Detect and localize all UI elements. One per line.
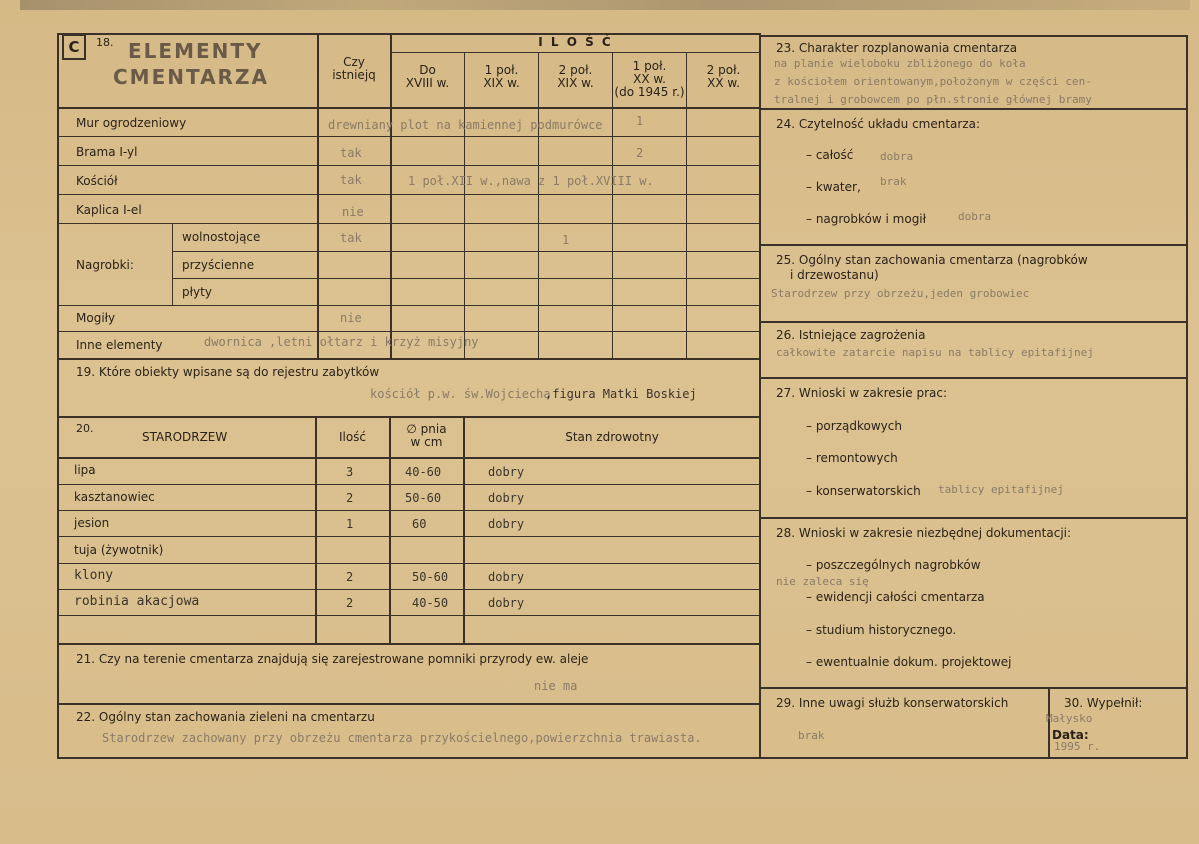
tree-ilosc: 1: [346, 517, 354, 531]
col-period-2: 1 poł. XIX w.: [483, 63, 520, 90]
q30-label: 30. Wypełnił:: [1064, 696, 1143, 710]
q27-item: – porządkowych: [806, 419, 902, 433]
q22-label: 22. Ogólny stan zachowania zieleni na cmentarzu: [76, 710, 375, 724]
row-label-mogily: Mogiły: [76, 311, 116, 325]
rule: [761, 687, 1188, 689]
rule: [463, 416, 465, 644]
q20-col-pnia: ∅ pnia w cm: [406, 422, 447, 449]
tree-pnia: 60: [412, 517, 427, 531]
rule: [57, 757, 761, 759]
q24-label: 24. Czytelność układu cmentarza:: [776, 117, 981, 131]
tree-name: klony: [74, 568, 114, 583]
q19-value-b: ,figura Matki Boskiej: [545, 387, 697, 401]
tree-stan: dobry: [488, 570, 525, 584]
q28-item: – ewentualnie dokum. projektowej: [806, 655, 1012, 669]
rule: [57, 484, 760, 485]
wolnostojace-qty: 1: [562, 233, 570, 247]
form-title-line2: CMENTARZA: [113, 65, 269, 89]
q22-value: Starodrzew zachowany przy obrzeżu cmentarza przykościelnego,powierzchnia trawiasta.: [102, 731, 702, 745]
nagrobki-plyty: płyty: [182, 285, 212, 299]
rule: [57, 589, 760, 590]
rule: [57, 33, 59, 758]
tree-ilosc: 2: [346, 596, 354, 610]
q23-line: z kościołem orientowanym,położonym w części cen-: [774, 75, 1092, 88]
rule: [761, 321, 1188, 323]
col-period-5: 2 poł. XX w.: [706, 63, 741, 90]
brama-qty: 2: [636, 146, 644, 160]
rule: [761, 757, 1188, 759]
row-label-brama: Brama I-yl: [76, 145, 138, 159]
q24-item-label: – kwater,: [806, 180, 861, 194]
tree-name: jesion: [74, 516, 110, 530]
rule: [761, 35, 1188, 37]
section-letter-box: C: [62, 34, 86, 60]
tree-pnia: 50-60: [405, 491, 442, 505]
kaplica-value: nie: [342, 205, 364, 219]
rule: [761, 244, 1188, 246]
tree-stan: dobry: [488, 491, 525, 505]
q25-value: Starodrzew przy obrzeżu,jeden grobowiec: [771, 287, 1030, 300]
row-label-nagrobki: Nagrobki:: [76, 258, 134, 272]
q25-label-1: 25. Ogólny stan zachowania cmentarza (nagrobków: [776, 253, 1088, 267]
row-label-kosciol: Kościół: [76, 174, 118, 188]
q23-line: tralnej i grobowcem po płn.stronie głównej bramy: [774, 93, 1092, 106]
col-period-3: 2 poł. XIX w.: [557, 63, 594, 90]
q21-label: 21. Czy na terenie cmentarza znajdują się zarejestrowane pomniki przyrody ew. aleje: [76, 652, 589, 666]
tree-name: lipa: [74, 463, 96, 477]
rule: [57, 563, 760, 564]
tree-ilosc: 3: [346, 465, 354, 479]
rule: [1186, 35, 1188, 759]
q23-line: na planie wieloboku zbliżonego do koła: [774, 57, 1026, 70]
rule: [57, 194, 760, 195]
row-label-mur: Mur ogrodzeniowy: [76, 116, 187, 130]
nagrobki-przyscienne: przyścienne: [182, 258, 255, 272]
q24-item-label: – całość: [806, 148, 854, 162]
q24-item-label: – nagrobków i mogił: [806, 212, 927, 226]
q26-label: 26. Istniejące zagrożenia: [776, 328, 926, 342]
q20-col-ilosc: Ilość: [338, 430, 367, 444]
tree-pnia: 50-60: [412, 570, 449, 584]
scan-edge: [20, 0, 1190, 10]
rule: [538, 52, 539, 358]
col-period-1: Do XVIII w.: [405, 63, 450, 90]
q21-value: nie ma: [534, 679, 578, 693]
rule: [464, 52, 465, 358]
rule: [172, 223, 173, 305]
mur-value: drewniany plot na kamiennej podmurówce: [328, 118, 603, 132]
rule: [57, 643, 761, 645]
q25-label-2: i drzewostanu): [790, 268, 879, 282]
tree-name: robinia akacjowa: [74, 594, 200, 609]
rule: [57, 703, 761, 705]
row-label-inne: Inne elementy: [76, 338, 163, 352]
rule: [761, 108, 1188, 110]
q20-title: STARODRZEW: [142, 430, 228, 444]
q24-item-value: dobra: [880, 150, 914, 163]
q28-item: – ewidencji całości cmentarza: [806, 590, 985, 604]
col-ilosc-header: I L O Ś Ć: [538, 35, 613, 49]
q30-date-label: Data:: [1052, 728, 1089, 742]
tree-name: kasztanowiec: [74, 490, 155, 504]
q19-label: 19. Które obiekty wpisane są do rejestru zabytków: [76, 365, 380, 379]
rule: [57, 536, 760, 537]
rule: [57, 33, 761, 35]
q19-value-a: kościół p.w. św.Wojciecha: [370, 387, 551, 401]
rule: [57, 331, 760, 332]
tree-ilosc: 2: [346, 570, 354, 584]
q27-item: – remontowych: [806, 451, 898, 465]
q24-item-value: dobra: [958, 210, 992, 223]
rule: [761, 377, 1188, 379]
tree-stan: dobry: [488, 596, 525, 610]
form-title-line1: ELEMENTY: [128, 39, 263, 63]
q28-item: – studium historycznego.: [806, 623, 957, 637]
rule: [57, 223, 760, 224]
tree-name: tuja (żywotnik): [74, 543, 164, 557]
kosciol-note: 1 poł.XII w.,nawa z 1 poł.XVIII w.: [408, 174, 654, 188]
rule: [315, 416, 317, 644]
q29-label: 29. Inne uwagi służb konserwatorskich: [776, 696, 1009, 710]
q27-item: – konserwatorskich: [806, 484, 921, 498]
rule: [57, 358, 761, 360]
col-czy-istnieja: Czy istniejq: [332, 55, 376, 82]
mogily-value: nie: [340, 311, 362, 325]
q20-number: 20.: [76, 422, 94, 435]
kosciol-value: tak: [340, 173, 362, 187]
rule: [57, 165, 760, 166]
nagrobki-wolnostojace: wolnostojące: [182, 230, 261, 244]
rule: [172, 278, 760, 279]
rule: [389, 416, 391, 644]
rule: [57, 305, 760, 306]
rule: [759, 33, 761, 758]
rule: [57, 510, 760, 511]
tree-stan: dobry: [488, 465, 525, 479]
q28-item: – poszczególnych nagrobków: [806, 558, 981, 572]
tree-stan: dobry: [488, 517, 525, 531]
section-number: 18.: [96, 36, 114, 49]
row-label-kaplica: Kaplica I-el: [76, 203, 142, 217]
q26-value: całkowite zatarcie napisu na tablicy epitafijnej: [776, 346, 1094, 359]
col-period-4: 1 poł. XX w. (do 1945 r.): [614, 59, 685, 99]
rule: [686, 52, 687, 358]
tree-pnia: 40-50: [412, 596, 449, 610]
tree-pnia: 40-60: [405, 465, 442, 479]
rule: [172, 251, 760, 252]
q28-note: nie zaleca się: [776, 575, 869, 588]
tree-ilosc: 2: [346, 491, 354, 505]
rule: [57, 457, 761, 459]
inne-value: dwornica ,letni ołtarz i krzyż misyjny: [204, 335, 479, 349]
q30-name: Małysko: [1046, 712, 1093, 725]
wolnostojace-value: tak: [340, 231, 362, 245]
rule: [391, 52, 760, 53]
q24-item-value: brak: [880, 175, 907, 188]
q27-konserw-value: tablicy epitafijnej: [938, 483, 1064, 496]
q28-label: 28. Wnioski w zakresie niezbędnej dokumentacji:: [776, 526, 1072, 540]
brama-value: tak: [340, 146, 362, 160]
q23-label: 23. Charakter rozplanowania cmentarza: [776, 41, 1018, 55]
q20-col-stan: Stan zdrowotny: [565, 430, 659, 444]
rule: [761, 517, 1188, 519]
rule: [57, 107, 761, 109]
q29-value: brak: [798, 729, 825, 742]
rule: [57, 136, 760, 137]
q30-date-value: 1995 r.: [1054, 740, 1101, 753]
mur-qty: 1: [636, 114, 644, 128]
rule: [57, 615, 760, 616]
rule: [57, 416, 761, 418]
q27-label: 27. Wnioski w zakresie prac:: [776, 386, 948, 400]
